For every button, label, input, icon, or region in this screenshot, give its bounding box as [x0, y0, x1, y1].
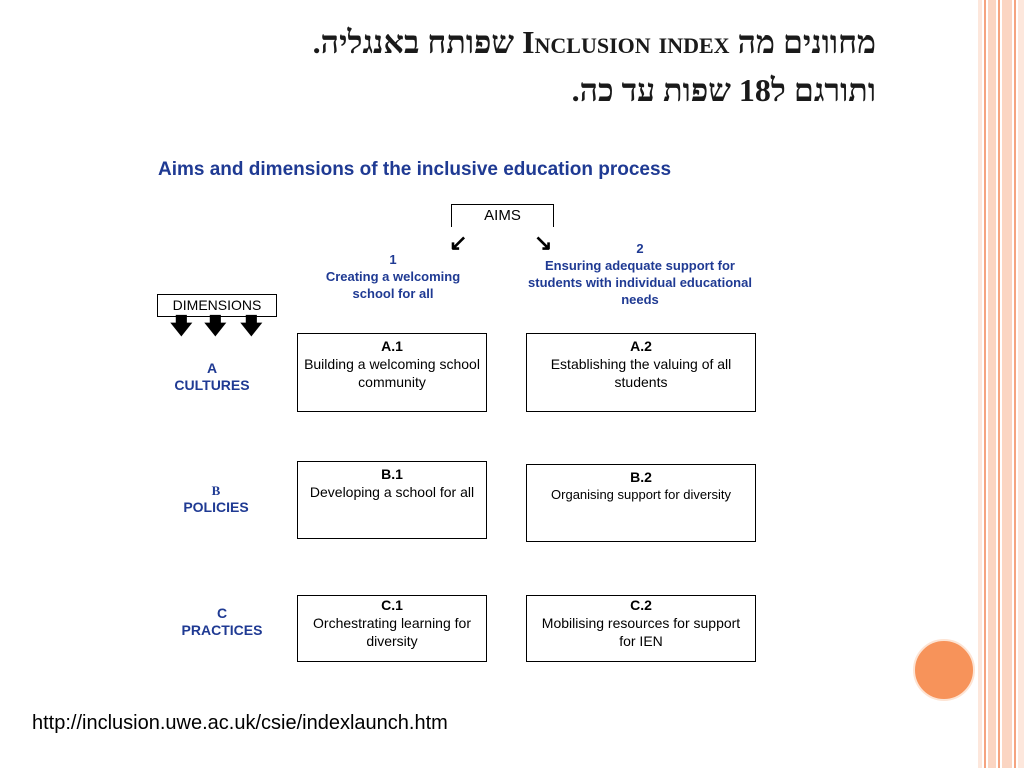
- dimension-name: PRACTICES: [181, 622, 263, 638]
- cell-text: Building a welcoming school community: [304, 356, 480, 390]
- aim-text: Creating a welcoming school for all: [325, 269, 461, 301]
- cell-c1: [297, 595, 487, 662]
- arrow-down-right-icon: ↘: [534, 230, 553, 255]
- decorative-stripe: [1002, 0, 1012, 768]
- dimension-name: POLICIES: [183, 499, 249, 515]
- cell-code: A.2: [630, 338, 652, 354]
- dimension-letter: C: [216, 605, 228, 621]
- cell-text: Developing a school for all: [309, 484, 475, 500]
- decorative-stripe: [998, 0, 1000, 768]
- dimension-label-policies: [161, 482, 271, 516]
- decorative-stripe: [1018, 0, 1024, 768]
- aim-label-1: [305, 251, 481, 302]
- aims-box: AIMS: [451, 204, 554, 227]
- slide-title-line2: ותורגם ל18 שפות עד כה.: [571, 72, 876, 108]
- decorative-stripe: [1014, 0, 1016, 768]
- dimension-label-cultures: [157, 360, 267, 394]
- cell-text: Organising support for diversity: [551, 487, 731, 502]
- decorative-stripe: [984, 0, 986, 768]
- slide-title-line1: [56, 22, 876, 62]
- cell-code: B.2: [630, 469, 652, 485]
- arrow-down-icon: 🡇: [240, 313, 263, 338]
- dimension-label-practices: [167, 605, 277, 639]
- arrow-down-icon: 🡇: [204, 313, 227, 338]
- aim-text: Ensuring adequate support for students with individual educational needs: [528, 258, 752, 307]
- title-term: Inclusion index: [522, 24, 730, 60]
- cell-c2: [526, 595, 756, 662]
- cell-text: Mobilising resources for support for IEN: [541, 615, 741, 649]
- cell-text: Establishing the valuing of all students: [550, 356, 732, 390]
- cell-code: C.2: [630, 597, 652, 613]
- title-suffix: שפותח באנגליה.: [312, 24, 523, 60]
- dimension-name: CULTURES: [174, 377, 250, 393]
- cell-code: A.1: [381, 338, 403, 354]
- cell-a1: [297, 333, 487, 412]
- decorative-circle: [913, 639, 975, 701]
- cell-b1: [297, 461, 487, 539]
- title-prefix: מחוונים מה: [729, 24, 876, 60]
- cell-code: C.1: [381, 597, 403, 613]
- dimensions-box: DIMENSIONS: [157, 294, 277, 317]
- aim-number: 1: [389, 252, 397, 267]
- cell-code: B.1: [381, 466, 403, 482]
- source-link[interactable]: http://inclusion.uwe.ac.uk/csie/indexlaunch.htm: [32, 712, 448, 734]
- aim-label-2: [528, 240, 752, 308]
- cell-b2: [526, 464, 756, 542]
- cell-a2: [526, 333, 756, 412]
- cell-text: Orchestrating learning for diversity: [313, 615, 471, 649]
- dimension-letter: A: [206, 360, 218, 376]
- aim-number: 2: [636, 241, 644, 256]
- diagram-heading: Aims and dimensions of the inclusive education process: [158, 159, 672, 180]
- decorative-stripe: [978, 0, 982, 768]
- arrow-down-icon: 🡇: [170, 313, 193, 338]
- arrow-down-left-icon: ↙: [449, 230, 468, 255]
- dimension-letter: B: [211, 483, 221, 498]
- decorative-stripe: [988, 0, 996, 768]
